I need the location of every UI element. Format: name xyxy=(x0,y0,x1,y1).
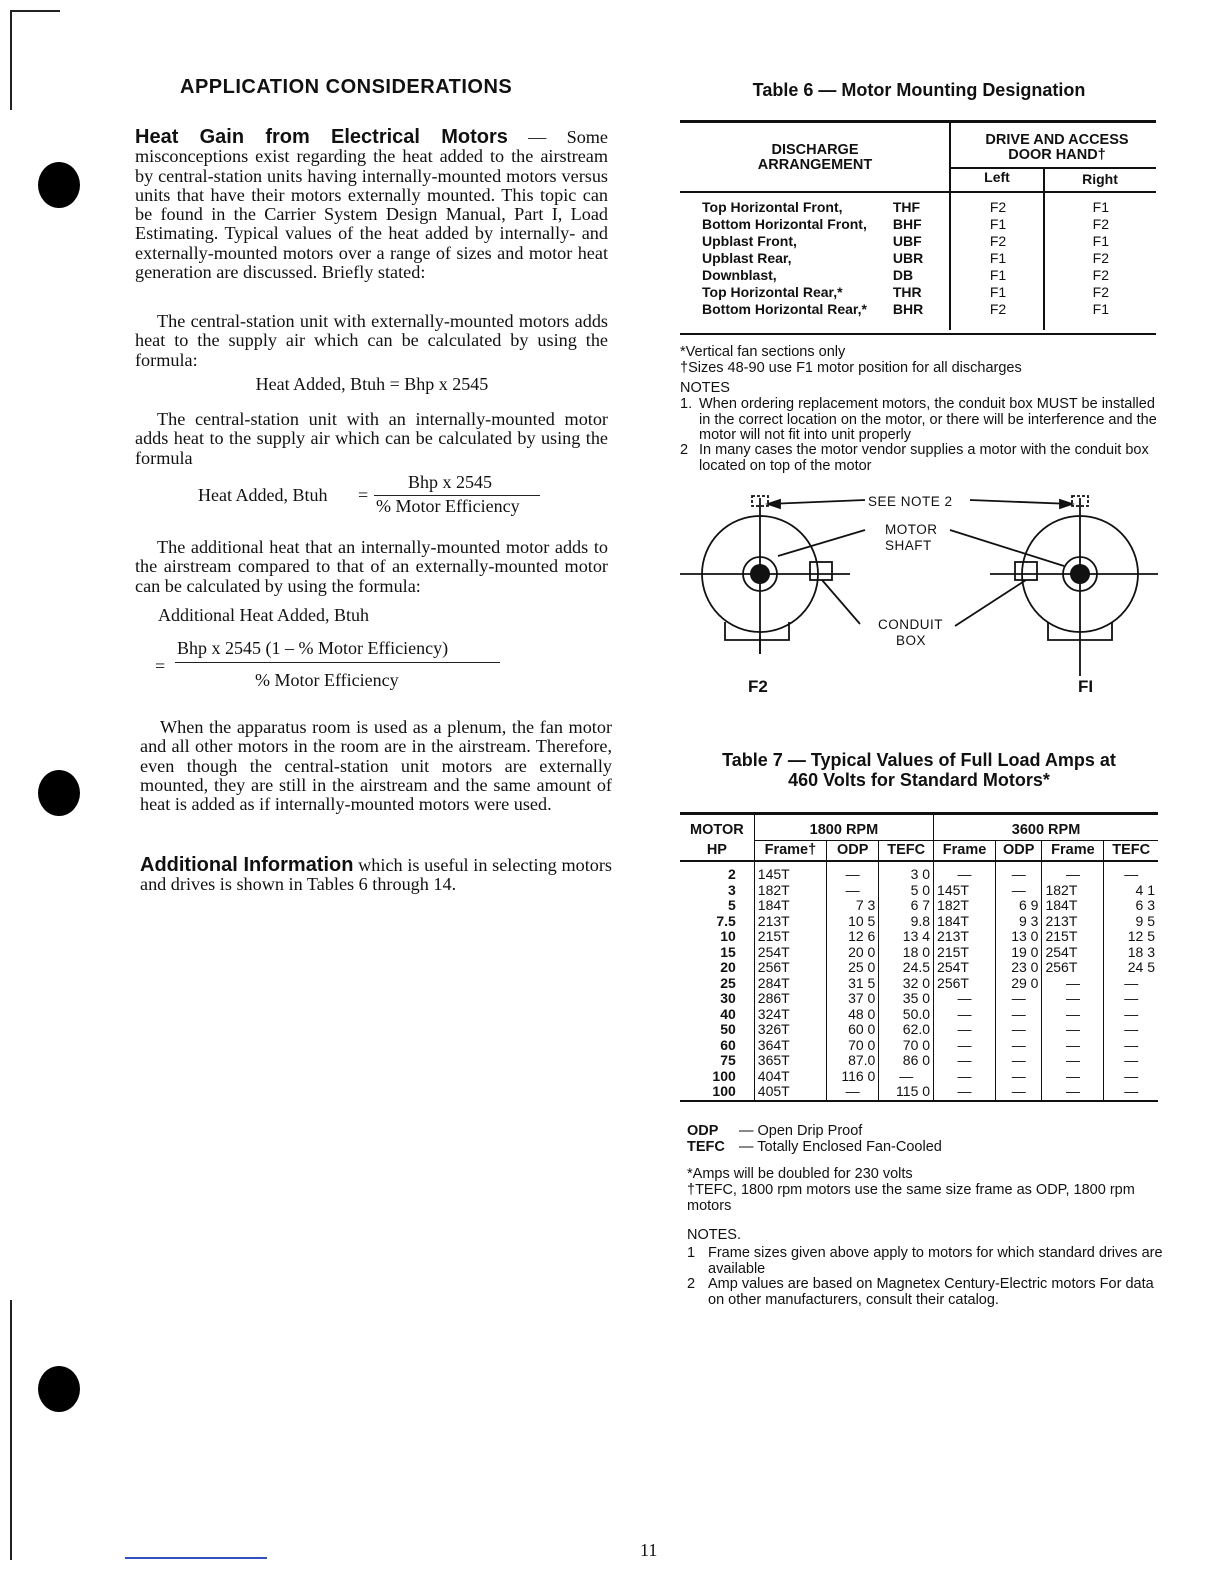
table7-cell-frame-1800: 284T xyxy=(754,976,826,992)
table6-cell-code: BHF xyxy=(892,216,922,232)
table7-cell-frame-3600tefc: — xyxy=(1042,1069,1104,1085)
table7-cell-tefc-3600: — xyxy=(1124,1021,1139,1037)
table7-cell-hp: 25 xyxy=(680,976,754,992)
table6-cell-code: UBF xyxy=(892,233,922,249)
formula-internal xyxy=(198,472,548,520)
table6-cell-code: THF xyxy=(892,199,921,215)
table7-cell-odp-3600: 13 0 xyxy=(995,929,1041,945)
table7-head-motor: MOTOR xyxy=(680,814,754,841)
formula-label: Heat Added, Btuh xyxy=(198,485,328,505)
table7-row xyxy=(680,976,1158,992)
table6-row xyxy=(698,250,1156,267)
table7-cell-tefc-1800: 6 7 xyxy=(879,898,934,914)
left-motor-base xyxy=(725,622,789,640)
table6-cell-name: Top Horizontal Front, xyxy=(702,199,843,215)
paragraph-internal-motor: The central-station unit with an internally-mounted motor adds heat to the supply air which can be calculated by using the formula xyxy=(135,409,608,468)
table6-row xyxy=(698,233,1156,250)
legend-abbr: TEFC xyxy=(687,1138,725,1155)
table7-cell-tefc-3600: 18 3 xyxy=(1127,943,1155,960)
table7-footnote: †TEFC, 1800 rpm motors use the same size frame as ODP, 1800 rpm motors xyxy=(687,1182,1135,1214)
table7-cell-tefc-3600: — xyxy=(1124,866,1139,882)
table7-cell-frame-3600odp: 213T xyxy=(934,929,996,945)
table7-note2-num: 2 xyxy=(687,1276,696,1292)
diagram-box-label: BOX xyxy=(896,633,927,648)
table7-cell-frame-3600tefc: — xyxy=(1042,976,1104,992)
left-edge-line xyxy=(10,10,12,110)
diagram-conduit-label: CONDUIT xyxy=(878,617,943,632)
table7-cell-frame-3600odp: — xyxy=(934,1022,996,1038)
table7-cell-hp: 10 xyxy=(680,929,754,945)
table7-cell-tefc-3600: 24 5 xyxy=(1127,959,1155,975)
table7-row xyxy=(680,914,1158,930)
table7-cell-frame-3600tefc: — xyxy=(1042,861,1104,883)
page-number: 11 xyxy=(640,1540,658,1560)
table6-note2-num: 2 xyxy=(680,442,689,458)
table6-cell-right: F1 xyxy=(1092,301,1109,317)
table7-cell-tefc-1800: 32 0 xyxy=(879,976,934,992)
table7-cell-odp-3600: — xyxy=(995,861,1041,883)
table6-cell-left: F2 xyxy=(989,233,1007,249)
table7-cell-frame-1800: 213T xyxy=(754,914,826,930)
table6-note2: In many cases the motor vendor supplies a motor with the conduit box located on top of the motor xyxy=(699,442,1149,474)
table7-subhead: Frame† xyxy=(754,841,826,862)
table7-cell-odp-1800: — xyxy=(827,1084,879,1101)
table7-head-1800: 1800 RPM xyxy=(754,814,933,841)
table7-cell-frame-3600odp: — xyxy=(934,1069,996,1085)
table7-row xyxy=(680,1022,1158,1038)
table7-cell-frame-3600odp: — xyxy=(934,1084,996,1101)
table7-cell-frame-3600odp: 215T xyxy=(934,945,996,961)
table6-cell-left: F1 xyxy=(989,284,1007,300)
row-divider xyxy=(680,191,1156,193)
table6 xyxy=(680,120,1156,335)
formula-additional xyxy=(155,638,515,696)
table7-cell-tefc-1800: 86 0 xyxy=(879,1053,934,1069)
table7-cell-tefc-3600: — xyxy=(1124,974,1139,991)
table7-row xyxy=(680,1053,1158,1069)
table7-cell-frame-3600tefc: — xyxy=(1042,1007,1104,1023)
table7-cell-frame-1800: 326T xyxy=(754,1022,826,1038)
table7-cell-frame-1800: 256T xyxy=(754,960,826,976)
table7-cell-frame-3600odp: — xyxy=(934,1038,996,1054)
table6-cell-right: F2 xyxy=(1092,267,1109,283)
right-conduit-box xyxy=(1015,562,1037,580)
table7-head-hp: HP xyxy=(680,841,754,862)
table6-cell-code: DB xyxy=(892,267,914,283)
table7-notes-head: NOTES. xyxy=(687,1227,741,1243)
table7-head-3600: 3600 RPM xyxy=(1011,822,1081,838)
table7-cell-frame-3600odp: — xyxy=(934,991,996,1007)
table7-cell-odp-3600: — xyxy=(995,883,1041,899)
table7-cell-odp-3600: — xyxy=(995,1007,1041,1023)
table7-cell-frame-3600tefc: 182T xyxy=(1042,883,1104,899)
table7-cell-tefc-3600: — xyxy=(1124,1083,1139,1099)
table7-cell-frame-1800: 145T xyxy=(754,861,826,883)
table6-row xyxy=(698,199,1156,216)
table7-row xyxy=(680,1084,1158,1101)
table7-cell-frame-3600tefc: 215T xyxy=(1042,929,1104,945)
table7 xyxy=(680,812,1158,1102)
formula-equals: = xyxy=(358,485,369,505)
table6-body xyxy=(698,199,1156,318)
motor-mounting-diagram xyxy=(670,486,1170,701)
table6-head-right: Right xyxy=(1082,171,1118,187)
table7-row xyxy=(680,945,1158,961)
table6-cell-left: F2 xyxy=(989,301,1007,317)
left-conduit-box xyxy=(810,562,832,580)
table7-cell-odp-1800: — xyxy=(827,883,879,899)
table7-cell-odp-3600: — xyxy=(995,1084,1041,1101)
paragraph-text: — Some misconceptions exist regarding the heat added to the airstream by central-station units having internally-mounted motors versus units that have their motors externally mounted. This topic can be found in the Carrier System Design Manual, Part I, Load Estimating. Typical values of the heat added by internally- and externally-mounted motors over a range of sizes and motor heat generation are discussed. Briefly stated: xyxy=(135,127,609,283)
table7-legend xyxy=(687,1124,942,1155)
table7-cell-tefc-1800: 5 0 xyxy=(879,883,934,899)
paragraph-heat-gain xyxy=(135,128,608,282)
paragraph-text: which is useful in selecting motors and drives is shown in Tables 6 through 14. xyxy=(140,855,612,895)
table6-footnote: *Vertical fan sections only xyxy=(680,344,846,360)
table7-row xyxy=(680,991,1158,1007)
table7-cell-frame-3600odp: — xyxy=(934,1007,996,1023)
table7-cell-frame-1800: 405T xyxy=(754,1084,826,1101)
table7-cell-frame-1800: 286T xyxy=(754,991,826,1007)
paragraph-additional-info xyxy=(140,856,612,895)
table7-caption-line1: Table 7 — Typical Values of Full Load Amps at xyxy=(722,750,1116,770)
table6-note1-num: 1. xyxy=(680,396,693,412)
table6-head-discharge: DISCHARGE ARRANGEMENT xyxy=(757,142,873,173)
table7-note1: Frame sizes given above apply to motors for which standard drives are available xyxy=(708,1245,1163,1277)
table6-cell-right: F1 xyxy=(1092,233,1109,249)
table7-cell-frame-1800: 404T xyxy=(754,1069,826,1085)
left-edge-line xyxy=(10,1300,12,1560)
table6-cell-name: Bottom Horizontal Rear,* xyxy=(702,301,867,317)
table7-cell-tefc-1800: — xyxy=(879,1069,934,1085)
table6-head-drive: DRIVE AND ACCESS DOOR HAND† xyxy=(985,132,1129,163)
table7-cell-odp-1800: 31 5 xyxy=(827,976,879,992)
table7-cell-odp-1800: 48 0 xyxy=(827,1007,879,1023)
table7-caption-line2: 460 Volts for Standard Motors* xyxy=(788,770,1050,790)
table7-cell-tefc-3600: 4 1 xyxy=(1135,881,1155,898)
paragraph-lead: Additional Information xyxy=(140,854,354,876)
table6-row xyxy=(698,301,1156,318)
table6-cell-left: F2 xyxy=(989,199,1007,215)
formula-equals: = xyxy=(155,656,166,676)
table7-cell-tefc-3600: — xyxy=(1124,1067,1139,1084)
table7-cell-odp-3600: — xyxy=(995,991,1041,1007)
table7-cell-tefc-1800: 50.0 xyxy=(879,1007,934,1023)
legend-text: — Open Drip Proof xyxy=(739,1123,863,1139)
table7-cell-frame-3600tefc: 256T xyxy=(1042,960,1104,976)
table7-cell-frame-1800: 215T xyxy=(754,929,826,945)
table7-row xyxy=(680,1007,1158,1023)
legend-text: — Totally Enclosed Fan-Cooled xyxy=(739,1138,942,1155)
table7-cell-frame-3600tefc: 184T xyxy=(1042,898,1104,914)
table6-cell-name: Downblast, xyxy=(702,267,777,283)
table7-cell-tefc-1800: 18 0 xyxy=(879,945,934,961)
table7-cell-odp-3600: — xyxy=(995,1053,1041,1069)
diagram-left-label: F2 xyxy=(748,677,768,696)
table7-cell-odp-3600: — xyxy=(995,1069,1041,1085)
table7-cell-odp-3600: 6 9 xyxy=(995,898,1041,914)
table7-row xyxy=(680,1038,1158,1054)
table7-row xyxy=(680,929,1158,945)
paragraph-external-motors: The central-station unit with externally-mounted motors adds heat to the supply air which can be calculated by using the formula: xyxy=(135,311,608,370)
table7-cell-tefc-1800: 3 0 xyxy=(879,861,934,883)
table7-cell-frame-1800: 364T xyxy=(754,1038,826,1054)
formula-denominator: % Motor Efficiency xyxy=(376,496,520,516)
table7-cell-tefc-1800: 62.0 xyxy=(879,1022,934,1038)
table7-cell-hp: 40 xyxy=(680,1007,754,1023)
table6-row xyxy=(698,267,1156,284)
table7-cell-frame-1800: 184T xyxy=(754,898,826,914)
table7-cell-odp-3600: — xyxy=(995,1038,1041,1054)
table7-caption xyxy=(680,750,1158,790)
table7-cell-frame-3600tefc: — xyxy=(1042,991,1104,1007)
table7-cell-hp: 75 xyxy=(680,1053,754,1069)
table7-subhead: TEFC xyxy=(1104,841,1158,862)
table7-cell-odp-1800: 7 3 xyxy=(827,898,879,914)
table6-cell-right: F2 xyxy=(1092,250,1109,266)
table7-cell-odp-1800: 87.0 xyxy=(827,1053,879,1069)
table7-cell-tefc-1800: 24.5 xyxy=(879,960,934,976)
table7-cell-hp: 30 xyxy=(680,991,754,1007)
table7-cell-frame-3600tefc: — xyxy=(1042,1038,1104,1054)
table7-cell-frame-1800: 365T xyxy=(754,1053,826,1069)
table7-cell-odp-3600: 19 0 xyxy=(995,945,1041,961)
paragraph-additional-heat: The additional heat that an internally-mounted motor adds to the airstream compared to that of an externally-mounted motor can be calculated by using the formula: xyxy=(135,537,608,596)
table7-cell-tefc-3600: 12 5 xyxy=(1127,928,1155,944)
formula-additional-label: Additional Heat Added, Btuh xyxy=(158,605,369,625)
diagram-shaft-label: SHAFT xyxy=(885,538,932,553)
section-heading: APPLICATION CONSIDERATIONS xyxy=(180,76,513,98)
table7-cell-odp-1800: 10 5 xyxy=(827,914,879,930)
table6-notes-head: NOTES xyxy=(680,380,730,396)
table7-cell-odp-1800: 20 0 xyxy=(827,945,879,961)
table7-cell-odp-1800: 25 0 xyxy=(827,960,879,976)
paragraph-lead: Heat Gain from Electrical Motors xyxy=(135,126,508,148)
table6-footnote: †Sizes 48-90 use F1 motor position for all discharges xyxy=(680,360,1022,376)
table7-cell-tefc-3600: — xyxy=(1124,990,1139,1006)
table7-cell-frame-3600odp: 184T xyxy=(934,914,996,930)
formula-numerator: Bhp x 2545 (1 – % Motor Efficiency) xyxy=(177,638,449,658)
table7-cell-hp: 20 xyxy=(680,960,754,976)
table6-cell-left: F1 xyxy=(989,250,1007,266)
table6-cell-right: F2 xyxy=(1092,284,1109,300)
table7-row xyxy=(680,960,1158,976)
table7-cell-tefc-1800: 35 0 xyxy=(879,991,934,1007)
table6-head-left: Left xyxy=(984,169,1010,185)
table7-cell-frame-3600odp: 182T xyxy=(934,898,996,914)
table7-cell-tefc-1800: 9.8 xyxy=(879,914,934,930)
table6-cell-right: F2 xyxy=(1092,216,1109,232)
diagram-right-label: FI xyxy=(1078,677,1094,696)
table7-cell-odp-1800: 37 0 xyxy=(827,991,879,1007)
binder-hole xyxy=(38,1366,80,1412)
formula-heat-added: Heat Added, Btuh = Bhp x 2545 xyxy=(255,374,489,394)
corner-mark xyxy=(10,10,60,12)
table7-row xyxy=(680,898,1158,914)
table7-subhead: Frame xyxy=(934,841,996,862)
table7-cell-odp-1800: 60 0 xyxy=(827,1022,879,1038)
table6-cell-code: THR xyxy=(892,284,922,300)
table7-cell-odp-1800: — xyxy=(827,861,879,883)
table6-cell-left: F1 xyxy=(989,216,1007,232)
table7-cell-hp: 50 xyxy=(680,1022,754,1038)
table7-cell-hp: 100 xyxy=(680,1069,754,1085)
footer-rule xyxy=(125,1557,267,1559)
table7-cell-frame-3600tefc: 213T xyxy=(1042,914,1104,930)
table7-cell-odp-3600: 29 0 xyxy=(995,976,1041,992)
paragraph-plenum: When the apparatus room is used as a plenum, the fan motor and all other motors in the room are in the airstream. Therefore, even though the central-station unit motors are externally mounted, they are still in the airstream and the same amount of heat is added as if internally-mounted motors were used. xyxy=(140,717,612,815)
table6-cell-code: BHR xyxy=(892,301,924,317)
table7-cell-frame-3600tefc: — xyxy=(1042,1084,1104,1101)
table7-cell-tefc-3600: — xyxy=(1124,1005,1139,1022)
formula-denominator: % Motor Efficiency xyxy=(255,670,399,690)
table7-cell-odp-1800: 12 6 xyxy=(827,929,879,945)
table7-row xyxy=(680,1069,1158,1085)
table7-cell-tefc-1800: 13 4 xyxy=(879,929,934,945)
table7-cell-hp: 2 xyxy=(680,861,754,883)
table7-cell-tefc-3600: — xyxy=(1124,1036,1139,1053)
table7-cell-odp-3600: 9 3 xyxy=(995,914,1041,930)
table6-cell-left: F1 xyxy=(989,267,1007,283)
table7-cell-frame-3600odp: — xyxy=(934,861,996,883)
table7-cell-tefc-1800: 70 0 xyxy=(879,1038,934,1054)
diagram-see-note: SEE NOTE 2 xyxy=(868,494,953,509)
table6-note1: When ordering replacement motors, the conduit box MUST be installed in the correct location on the motor, or there will be interference and the motor will not fit into unit properly xyxy=(699,396,1157,443)
table6-cell-name: Top Horizontal Rear,* xyxy=(702,284,843,300)
table6-cell-name: Upblast Front, xyxy=(702,233,797,249)
table7-cell-hp: 15 xyxy=(680,945,754,961)
table7-subhead: Frame xyxy=(1042,841,1104,862)
table7-cell-frame-3600odp: 145T xyxy=(934,883,996,899)
table7-cell-frame-1800: 324T xyxy=(754,1007,826,1023)
table7-cell-odp-3600: — xyxy=(995,1022,1041,1038)
binder-hole xyxy=(38,162,80,208)
formula-numerator: Bhp x 2545 xyxy=(408,472,493,492)
table7-cell-tefc-1800: 115 0 xyxy=(879,1084,934,1101)
table7-cell-hp: 3 xyxy=(680,883,754,899)
table7-subhead: ODP xyxy=(995,841,1041,862)
table6-cell-right: F1 xyxy=(1092,199,1109,215)
table7-cell-hp: 7.5 xyxy=(680,914,754,930)
table6-caption: Table 6 — Motor Mounting Designation xyxy=(752,80,1086,100)
table7-row xyxy=(680,883,1158,899)
table7-cell-tefc-3600: 9 5 xyxy=(1135,912,1155,929)
table7-cell-hp: 60 xyxy=(680,1038,754,1054)
table7-cell-hp: 100 xyxy=(680,1084,754,1101)
table7-row xyxy=(680,861,1158,883)
table6-row xyxy=(698,216,1156,233)
table7-subhead: ODP xyxy=(827,841,879,862)
table6-cell-code: UBR xyxy=(892,250,924,266)
table6-cell-name: Upblast Rear, xyxy=(702,250,792,266)
table6-row xyxy=(698,284,1156,301)
table7-cell-frame-3600tefc: — xyxy=(1042,1022,1104,1038)
fraction-bar xyxy=(175,662,500,663)
table7-cell-hp: 5 xyxy=(680,898,754,914)
table6-cell-name: Bottom Horizontal Front, xyxy=(702,216,867,232)
table7-cell-frame-1800: 182T xyxy=(754,883,826,899)
table7-cell-frame-3600odp: 254T xyxy=(934,960,996,976)
table7-cell-frame-3600odp: 256T xyxy=(934,976,996,992)
table7-cell-frame-3600odp: — xyxy=(934,1053,996,1069)
table7-note1-num: 1 xyxy=(687,1245,696,1261)
table7-cell-frame-3600tefc: — xyxy=(1042,1053,1104,1069)
binder-hole xyxy=(38,770,80,816)
table7-cell-frame-3600tefc: 254T xyxy=(1042,945,1104,961)
legend-abbr: ODP xyxy=(687,1123,719,1139)
table7-cell-odp-3600: 23 0 xyxy=(995,960,1041,976)
table7-cell-tefc-3600: — xyxy=(1124,1052,1139,1068)
diagram-motor-label: MOTOR xyxy=(885,522,938,537)
table7-cell-tefc-3600: 6 3 xyxy=(1135,897,1155,913)
table7-cell-odp-1800: 70 0 xyxy=(827,1038,879,1054)
table7-note2: Amp values are based on Magnetex Century-Electric motors For data on other manufacturers, consult their catalog. xyxy=(708,1276,1154,1308)
table7-cell-frame-1800: 254T xyxy=(754,945,826,961)
table7-footnote: *Amps will be doubled for 230 volts xyxy=(687,1166,913,1182)
table7-cell-odp-1800: 116 0 xyxy=(827,1069,879,1085)
table7-subhead: TEFC xyxy=(879,841,934,862)
